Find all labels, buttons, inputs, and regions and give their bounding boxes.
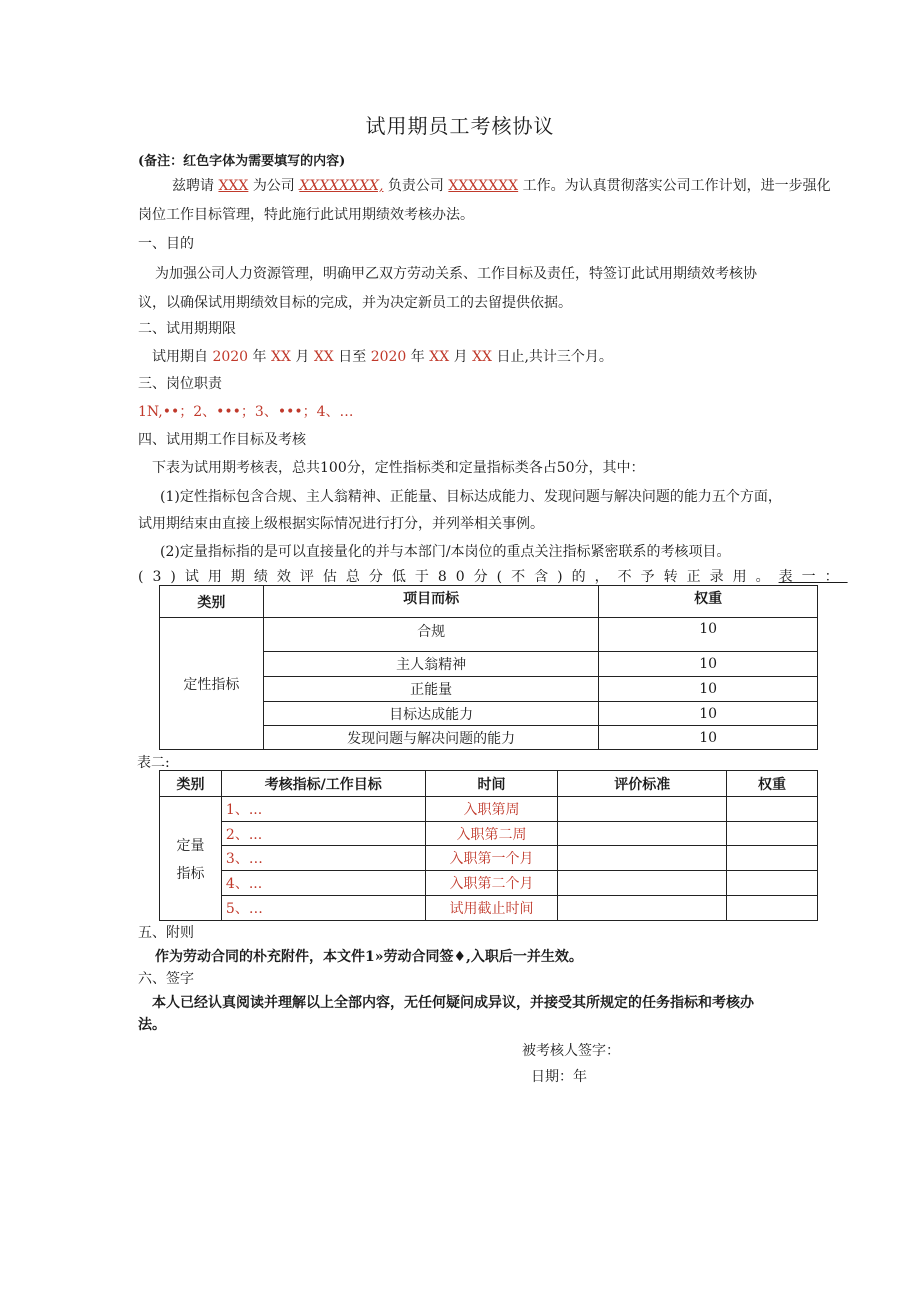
table-2-header-time: 时间 <box>425 771 558 797</box>
section-5-heading: 五、附则 <box>138 925 194 941</box>
section-3-heading: 三、岗位职责 <box>138 376 222 392</box>
table-1-category: 定性指标 <box>160 618 264 750</box>
table-2-weight <box>727 871 818 896</box>
table-2-header-weight: 权重 <box>727 771 818 797</box>
section-6-text-1: 本人已经认真阅读并理解以上全部内容，无任何疑问成异议，并接受其所规定的任务指标和考核办 <box>152 995 754 1011</box>
table-2-criteria <box>558 797 727 822</box>
table-1-header-category: 类别 <box>160 586 264 618</box>
table-1-header-weight: 权重 <box>599 586 818 618</box>
table-2-time: 入职第周 <box>425 797 558 822</box>
table-2-target: 1、... <box>221 797 425 822</box>
table-2-category: 定量 指标 <box>160 797 222 921</box>
table-1-item: 主人翁精神 <box>263 652 598 677</box>
section-6-heading: 六、签字 <box>138 971 194 987</box>
table-1-item: 目标达成能力 <box>263 702 598 726</box>
table-2-header-target: 考核指标/工作目标 <box>221 771 425 797</box>
table-2-criteria <box>558 896 727 921</box>
table-2-weight <box>727 846 818 871</box>
table-1-header-item: 项目而标 <box>263 586 598 618</box>
section-4-text-3: 试用期结束由直接上级根据实际情况进行打分，并列举相关事例。 <box>138 516 544 532</box>
table-2-target: 5、… <box>221 896 425 921</box>
table-2-weight <box>727 822 818 846</box>
table-2-label: 表二: <box>137 755 170 771</box>
section-4-heading: 四、试用期工作目标及考核 <box>138 432 306 448</box>
table-2-target: 4、... <box>221 871 425 896</box>
section-1-text-1: 为加强公司人力资源管理，明确甲乙双方劳动关系、工作目标及责任，特签订此试用期绩效考核协 <box>155 266 757 282</box>
intro-line-2: 岗位工作目标管理，特此施行此试用期绩效考核办法。 <box>138 207 474 223</box>
table-2-criteria <box>558 822 727 846</box>
section-6-text-2: 法。 <box>138 1017 166 1033</box>
table-2-criteria <box>558 846 727 871</box>
table-1-item: 正能量 <box>263 677 598 702</box>
section-5-text: 作为劳动合同的朴充附件，本文件1»劳动合同签♦,入职后一并生效。 <box>155 949 583 965</box>
table-1-weight: 10 <box>599 702 818 726</box>
date-line: 日期：年 <box>531 1069 587 1085</box>
table-1-item: 合规 <box>263 618 598 652</box>
section-1-heading: 一、目的 <box>138 236 194 252</box>
section-1-text-2: 议，以确保试用期绩效目标的完成，并为决定新员工的去留提供依据。 <box>138 295 572 311</box>
document-title: 试用期员工考核协议 <box>365 114 555 138</box>
table-1-item: 发现问题与解决问题的能力 <box>263 726 598 750</box>
intro-line-1: 兹聘请 XXX 为公司 XXXXXXXX, 负责公司 XXXXXXX 工作。为认真贯彻落实公司工作计划，进一步强化 <box>172 178 831 194</box>
table-2-time: 入职第一个月 <box>425 846 558 871</box>
section-4-text-4: (2)定量指标指的是可以直接量化的并与本部门/本岗位的重点关注指标紧密联系的考核项目。 <box>160 544 731 560</box>
table-2-time: 试用截止时间 <box>425 896 558 921</box>
table-1-weight: 10 <box>599 618 818 652</box>
table-qualitative <box>159 585 818 750</box>
duties-list: 1N,••；2、•••；3、•••；4、… <box>138 404 354 420</box>
table-2-target: 3、… <box>221 846 425 871</box>
table-2-weight <box>727 797 818 822</box>
table-quantitative <box>159 770 818 921</box>
section-4-text-1: 下表为试用期考核表，总共100分，定性指标类和定量指标类各占50分，其中： <box>152 460 645 476</box>
table-1-weight: 10 <box>599 652 818 677</box>
table-1-weight: 10 <box>599 726 818 750</box>
table-2-weight <box>727 896 818 921</box>
section-4-text-2: (1)定性指标包含合规、主人翁精神、正能量、目标达成能力、发现问题与解决问题的能力五个方面， <box>160 489 782 505</box>
signature-line: 被考核人签字： <box>522 1043 620 1059</box>
table-2-header-criteria: 评价标准 <box>558 771 727 797</box>
table-2-header-category: 类别 <box>160 771 222 797</box>
table-1-label: 表一： <box>778 569 848 585</box>
probation-period: 试用期自 2020 年 XX 月 XX 日至 2020 年 XX 月 XX 日止,共计三个月。 <box>152 349 613 365</box>
table-2-criteria <box>558 871 727 896</box>
table-1-weight: 10 <box>599 677 818 702</box>
table-2-target: 2、... <box>221 822 425 846</box>
table-2-time: 入职第二周 <box>425 822 558 846</box>
table-2-time: 入职第二个月 <box>425 871 558 896</box>
section-2-heading: 二、试用期期限 <box>138 321 236 337</box>
section-4-text-5: (3)试用期绩效评估总分低于80分(不含)的，不予转正录用。表一： <box>138 569 848 585</box>
note: (备注：红色字体为需要填写的内容) <box>138 154 346 169</box>
